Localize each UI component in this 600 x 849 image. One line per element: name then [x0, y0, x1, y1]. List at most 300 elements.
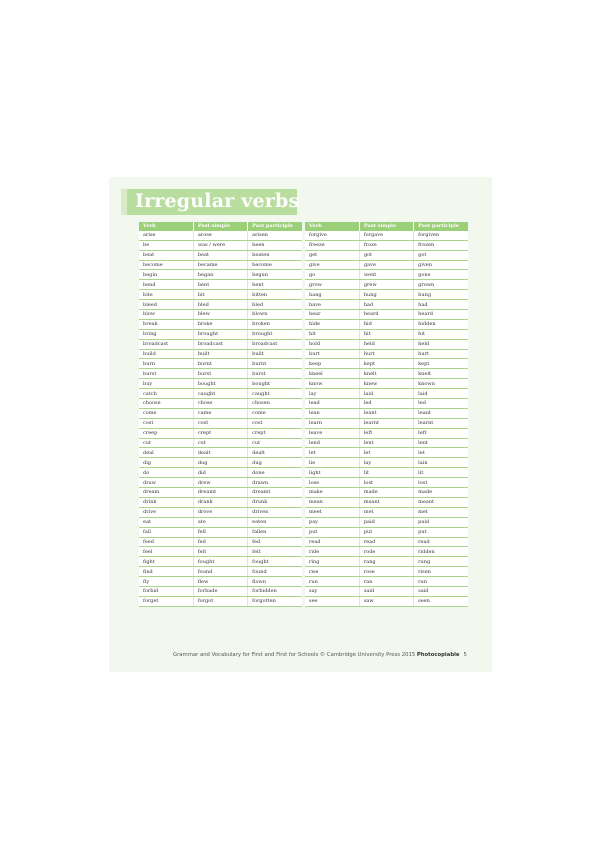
verb-cell: make	[305, 488, 359, 498]
past-participle-cell: burst	[248, 369, 302, 379]
past-simple-cell: fed	[193, 537, 247, 547]
past-participle-cell: built	[248, 349, 302, 359]
past-simple-cell: did	[193, 468, 247, 478]
past-participle-cell: paid	[414, 517, 468, 527]
table-row	[305, 231, 468, 240]
past-simple-cell: let	[359, 448, 413, 458]
table-row	[305, 596, 468, 606]
past-participle-cell: cost	[248, 418, 302, 428]
verb-cell: burst	[139, 369, 193, 379]
table-row	[139, 399, 302, 409]
past-simple-cell: laid	[359, 389, 413, 399]
past-participle-cell: meant	[414, 497, 468, 507]
verb-cell: lean	[305, 408, 359, 418]
past-participle-cell: read	[414, 537, 468, 547]
footer-credit: Grammar and Vocabulary for First and First for Schools © Cambridge University Press 2015	[173, 652, 417, 658]
verb-cell: get	[305, 250, 359, 260]
past-participle-cell: drawn	[248, 478, 302, 488]
table-row	[139, 438, 302, 448]
table-row	[139, 339, 302, 349]
verb-cell: feel	[139, 547, 193, 557]
verb-cell: have	[305, 300, 359, 310]
verb-cell: hold	[305, 339, 359, 349]
past-simple-cell: built	[193, 349, 247, 359]
table-row	[139, 369, 302, 379]
past-participle-cell: given	[414, 260, 468, 270]
past-participle-cell: eaten	[248, 517, 302, 527]
table-row	[139, 507, 302, 517]
past-simple-cell: made	[359, 488, 413, 498]
table-row	[139, 517, 302, 527]
past-simple-cell: lay	[359, 458, 413, 468]
past-simple-cell: crept	[193, 428, 247, 438]
past-simple-cell: brought	[193, 329, 247, 339]
table-row	[139, 586, 302, 596]
verb-cell: creep	[139, 428, 193, 438]
verb-cell: lead	[305, 399, 359, 409]
verb-cell: say	[305, 586, 359, 596]
table-row	[305, 507, 468, 517]
past-participle-cell: met	[414, 507, 468, 517]
past-participle-cell: rung	[414, 557, 468, 567]
verb-cell: grow	[305, 280, 359, 290]
past-participle-cell: bitten	[248, 290, 302, 300]
past-simple-cell: fell	[193, 527, 247, 537]
past-participle-cell: kept	[414, 359, 468, 369]
table-row	[305, 260, 468, 270]
verb-cell: know	[305, 379, 359, 389]
past-participle-cell: dreamt	[248, 488, 302, 498]
past-simple-cell: hurt	[359, 349, 413, 359]
past-participle-cell: felt	[248, 547, 302, 557]
past-participle-cell: gone	[414, 270, 468, 280]
past-participle-cell: fed	[248, 537, 302, 547]
past-simple-cell: fought	[193, 557, 247, 567]
past-simple-cell: left	[359, 428, 413, 438]
past-participle-cell: fought	[248, 557, 302, 567]
verb-table-right	[305, 222, 468, 607]
past-participle-cell: risen	[414, 567, 468, 577]
past-participle-cell: hung	[414, 290, 468, 300]
table-row	[139, 349, 302, 359]
page-footer	[173, 652, 489, 658]
table-row	[139, 547, 302, 557]
past-simple-cell: was / were	[193, 240, 247, 250]
past-simple-cell: froze	[359, 240, 413, 250]
table-row	[305, 300, 468, 310]
past-participle-cell: chosen	[248, 399, 302, 409]
table-row	[139, 537, 302, 547]
verb-cell: feed	[139, 537, 193, 547]
past-participle-cell: hidden	[414, 319, 468, 329]
past-simple-cell: broke	[193, 319, 247, 329]
verb-cell: become	[139, 260, 193, 270]
past-simple-cell: gave	[359, 260, 413, 270]
verb-cell: eat	[139, 517, 193, 527]
verb-cell: bend	[139, 280, 193, 290]
verb-cell: bleed	[139, 300, 193, 310]
verb-cell: begin	[139, 270, 193, 280]
past-simple-cell: bought	[193, 379, 247, 389]
past-participle-cell: been	[248, 240, 302, 250]
verb-cell: beat	[139, 250, 193, 260]
past-participle-cell: forbidden	[248, 586, 302, 596]
table-row	[305, 389, 468, 399]
table-row	[305, 458, 468, 468]
past-simple-cell: heard	[359, 310, 413, 320]
verb-cell: keep	[305, 359, 359, 369]
verb-cell: hear	[305, 310, 359, 320]
past-simple-cell: rose	[359, 567, 413, 577]
verb-cell: arise	[139, 231, 193, 240]
past-participle-cell: had	[414, 300, 468, 310]
past-simple-cell: became	[193, 260, 247, 270]
table-row	[139, 488, 302, 498]
table-row	[139, 468, 302, 478]
past-simple-cell: forgave	[359, 231, 413, 240]
verb-cell: burn	[139, 359, 193, 369]
table-row	[305, 240, 468, 250]
past-simple-cell: began	[193, 270, 247, 280]
past-simple-cell: kept	[359, 359, 413, 369]
past-simple-cell: hid	[359, 319, 413, 329]
past-participle-cell: bled	[248, 300, 302, 310]
table-row	[305, 270, 468, 280]
verb-cell: bite	[139, 290, 193, 300]
past-participle-cell: crept	[248, 428, 302, 438]
verb-cell: catch	[139, 389, 193, 399]
verb-cell: cut	[139, 438, 193, 448]
past-participle-cell: said	[414, 586, 468, 596]
verb-cell: light	[305, 468, 359, 478]
verb-cell: buy	[139, 379, 193, 389]
verb-cell: ring	[305, 557, 359, 567]
past-participle-cell: broadcast	[248, 339, 302, 349]
verb-cell: fly	[139, 577, 193, 587]
past-simple-cell: led	[359, 399, 413, 409]
table-row	[305, 359, 468, 369]
verb-cell: read	[305, 537, 359, 547]
verb-cell: fall	[139, 527, 193, 537]
table-row	[305, 379, 468, 389]
verb-cell: drink	[139, 497, 193, 507]
verb-cell: kneel	[305, 369, 359, 379]
past-participle-cell: brought	[248, 329, 302, 339]
table-row	[305, 310, 468, 320]
header-verb: Verb	[139, 222, 193, 231]
verb-cell: dig	[139, 458, 193, 468]
verb-cell: hurt	[305, 349, 359, 359]
past-simple-cell: bit	[193, 290, 247, 300]
past-simple-cell: bled	[193, 300, 247, 310]
past-participle-cell: forgotten	[248, 596, 302, 606]
verb-cell: leave	[305, 428, 359, 438]
verb-cell: lie	[305, 458, 359, 468]
verb-cell: bring	[139, 329, 193, 339]
past-simple-cell: burnt	[193, 359, 247, 369]
past-participle-cell: leant	[414, 408, 468, 418]
verb-table-left	[139, 222, 302, 607]
table-row	[139, 567, 302, 577]
past-simple-cell: chose	[193, 399, 247, 409]
table-row	[139, 448, 302, 458]
past-participle-cell: run	[414, 577, 468, 587]
verb-cell: fight	[139, 557, 193, 567]
past-simple-cell: caught	[193, 389, 247, 399]
past-simple-cell: paid	[359, 517, 413, 527]
past-simple-cell: felt	[193, 547, 247, 557]
verb-cell: choose	[139, 399, 193, 409]
past-participle-cell: dealt	[248, 448, 302, 458]
table-row	[139, 270, 302, 280]
past-participle-cell: drunk	[248, 497, 302, 507]
past-simple-cell: went	[359, 270, 413, 280]
past-simple-cell: ate	[193, 517, 247, 527]
past-simple-cell: met	[359, 507, 413, 517]
verb-cell: lend	[305, 438, 359, 448]
verb-cell: deal	[139, 448, 193, 458]
past-participle-cell: beaten	[248, 250, 302, 260]
past-simple-cell: got	[359, 250, 413, 260]
verb-cell: hang	[305, 290, 359, 300]
header-past-participle: Past participle	[248, 222, 302, 231]
past-simple-cell: found	[193, 567, 247, 577]
past-simple-cell: rang	[359, 557, 413, 567]
past-simple-cell: lent	[359, 438, 413, 448]
past-simple-cell: knew	[359, 379, 413, 389]
past-participle-cell: held	[414, 339, 468, 349]
table-row	[305, 497, 468, 507]
table-row	[139, 389, 302, 399]
table-row	[139, 478, 302, 488]
table-row	[139, 300, 302, 310]
past-participle-cell: begun	[248, 270, 302, 280]
table-row	[139, 408, 302, 418]
past-participle-cell: caught	[248, 389, 302, 399]
table-row	[305, 369, 468, 379]
past-simple-cell: dug	[193, 458, 247, 468]
past-participle-cell: arisen	[248, 231, 302, 240]
table-row	[305, 319, 468, 329]
past-participle-cell: frozen	[414, 240, 468, 250]
table-row	[139, 250, 302, 260]
past-participle-cell: knelt	[414, 369, 468, 379]
past-simple-cell: burst	[193, 369, 247, 379]
page-number: 5	[463, 652, 467, 658]
title-band	[121, 189, 300, 215]
verb-cell: go	[305, 270, 359, 280]
past-simple-cell: broadcast	[193, 339, 247, 349]
past-simple-cell: came	[193, 408, 247, 418]
title-stripe	[121, 189, 127, 215]
past-simple-cell: lit	[359, 468, 413, 478]
page-title: Irregular verbs	[135, 190, 300, 212]
past-participle-cell: fallen	[248, 527, 302, 537]
past-participle-cell: laid	[414, 389, 468, 399]
table-row	[305, 408, 468, 418]
past-participle-cell: made	[414, 488, 468, 498]
verb-cell: ride	[305, 547, 359, 557]
table-row	[139, 379, 302, 389]
verb-cell: be	[139, 240, 193, 250]
past-participle-cell: done	[248, 468, 302, 478]
table-row	[305, 517, 468, 527]
table-row	[139, 428, 302, 438]
past-simple-cell: cut	[193, 438, 247, 448]
past-participle-cell: grown	[414, 280, 468, 290]
past-simple-cell: saw	[359, 596, 413, 606]
table-row	[305, 567, 468, 577]
verb-cell: hide	[305, 319, 359, 329]
table-row	[305, 448, 468, 458]
past-participle-cell: blown	[248, 310, 302, 320]
table-row	[139, 458, 302, 468]
table-row	[305, 547, 468, 557]
past-simple-cell: put	[359, 527, 413, 537]
past-simple-cell: leant	[359, 408, 413, 418]
verb-cell: build	[139, 349, 193, 359]
table-row	[305, 537, 468, 547]
verb-cell: hit	[305, 329, 359, 339]
past-simple-cell: drove	[193, 507, 247, 517]
table-header-row	[139, 222, 302, 231]
past-simple-cell: hit	[359, 329, 413, 339]
past-participle-cell: hurt	[414, 349, 468, 359]
header-past-participle: Past participle	[414, 222, 468, 231]
past-simple-cell: forbade	[193, 586, 247, 596]
verb-cell: dream	[139, 488, 193, 498]
table-row	[305, 557, 468, 567]
past-simple-cell: lost	[359, 478, 413, 488]
past-participle-cell: bought	[248, 379, 302, 389]
past-participle-cell: broken	[248, 319, 302, 329]
past-simple-cell: blew	[193, 310, 247, 320]
table-row	[139, 418, 302, 428]
table-row	[305, 339, 468, 349]
past-participle-cell: heard	[414, 310, 468, 320]
past-participle-cell: led	[414, 399, 468, 409]
past-participle-cell: ridden	[414, 547, 468, 557]
past-simple-cell: rode	[359, 547, 413, 557]
verb-cell: cost	[139, 418, 193, 428]
verb-cell: lay	[305, 389, 359, 399]
header-past-simple: Past simple	[193, 222, 247, 231]
verb-cell: see	[305, 596, 359, 606]
table-row	[139, 290, 302, 300]
verb-cell: learn	[305, 418, 359, 428]
past-simple-cell: learnt	[359, 418, 413, 428]
verb-cell: draw	[139, 478, 193, 488]
table-row	[305, 349, 468, 359]
past-participle-cell: burnt	[248, 359, 302, 369]
verb-cell: meet	[305, 507, 359, 517]
table-header-row	[305, 222, 468, 231]
past-participle-cell: left	[414, 428, 468, 438]
table-row	[305, 527, 468, 537]
past-participle-cell: become	[248, 260, 302, 270]
past-participle-cell: flown	[248, 577, 302, 587]
table-row	[139, 359, 302, 369]
verb-cell: freeze	[305, 240, 359, 250]
table-row	[305, 478, 468, 488]
header-verb: Verb	[305, 222, 359, 231]
past-simple-cell: knelt	[359, 369, 413, 379]
table-row	[139, 231, 302, 240]
table-row	[305, 280, 468, 290]
table-row	[305, 428, 468, 438]
verb-cell: broadcast	[139, 339, 193, 349]
footer-photocopiable: Photocopiable	[416, 652, 460, 658]
past-participle-cell: forgiven	[414, 231, 468, 240]
past-simple-cell: flew	[193, 577, 247, 587]
table-row	[139, 310, 302, 320]
past-simple-cell: had	[359, 300, 413, 310]
past-participle-cell: got	[414, 250, 468, 260]
verb-cell: drive	[139, 507, 193, 517]
table-row	[139, 319, 302, 329]
table-row	[305, 577, 468, 587]
verb-cell: do	[139, 468, 193, 478]
worksheet-page	[109, 177, 492, 672]
past-simple-cell: arose	[193, 231, 247, 240]
past-participle-cell: driven	[248, 507, 302, 517]
table-row	[305, 250, 468, 260]
verb-cell: break	[139, 319, 193, 329]
past-participle-cell: come	[248, 408, 302, 418]
past-simple-cell: ran	[359, 577, 413, 587]
past-participle-cell: bent	[248, 280, 302, 290]
past-simple-cell: bent	[193, 280, 247, 290]
verb-cell: put	[305, 527, 359, 537]
table-row	[139, 596, 302, 606]
past-simple-cell: drew	[193, 478, 247, 488]
table-row	[305, 418, 468, 428]
table-row	[305, 438, 468, 448]
table-row	[139, 260, 302, 270]
past-participle-cell: lit	[414, 468, 468, 478]
past-participle-cell: known	[414, 379, 468, 389]
past-participle-cell: lent	[414, 438, 468, 448]
past-simple-cell: drank	[193, 497, 247, 507]
past-simple-cell: grew	[359, 280, 413, 290]
table-row	[139, 527, 302, 537]
table-row	[305, 488, 468, 498]
past-participle-cell: cut	[248, 438, 302, 448]
table-row	[139, 280, 302, 290]
past-simple-cell: meant	[359, 497, 413, 507]
verb-cell: forgive	[305, 231, 359, 240]
past-simple-cell: held	[359, 339, 413, 349]
table-row	[139, 240, 302, 250]
past-simple-cell: read	[359, 537, 413, 547]
verb-cell: come	[139, 408, 193, 418]
past-participle-cell: let	[414, 448, 468, 458]
past-participle-cell: seen	[414, 596, 468, 606]
verb-cell: let	[305, 448, 359, 458]
table-row	[139, 577, 302, 587]
table-row	[305, 468, 468, 478]
table-row	[139, 557, 302, 567]
verb-cell: rise	[305, 567, 359, 577]
past-simple-cell: dreamt	[193, 488, 247, 498]
past-participle-cell: put	[414, 527, 468, 537]
header-past-simple: Past simple	[359, 222, 413, 231]
table-row	[139, 329, 302, 339]
past-participle-cell: hit	[414, 329, 468, 339]
table-row	[305, 399, 468, 409]
verb-cell: give	[305, 260, 359, 270]
verb-cell: find	[139, 567, 193, 577]
